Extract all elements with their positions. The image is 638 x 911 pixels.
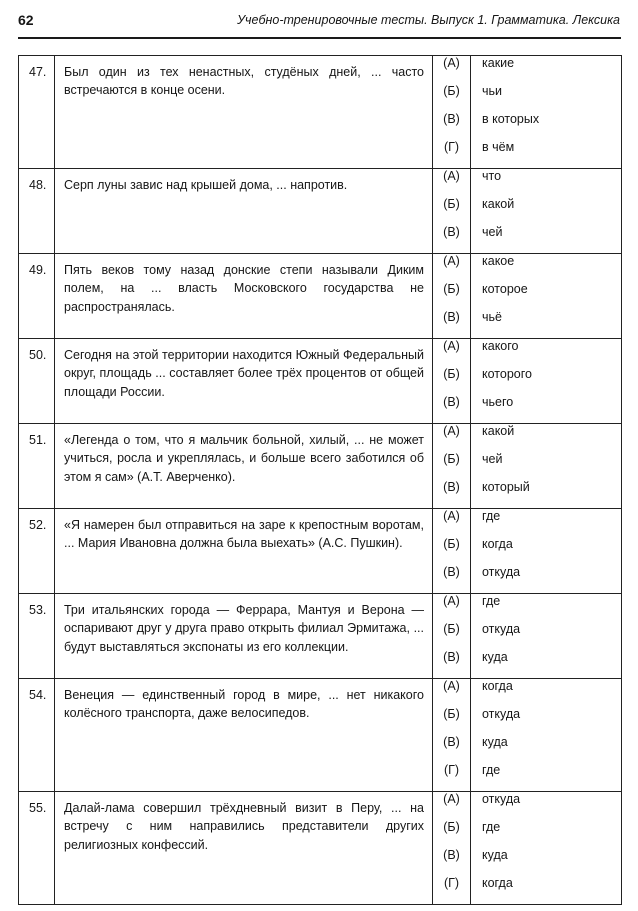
option-answer: который <box>471 480 622 509</box>
option-letter: (А) <box>433 792 471 821</box>
option-answer: какое <box>471 254 622 283</box>
page-header <box>18 12 620 32</box>
option-letter: (А) <box>433 56 471 85</box>
option-answer: где <box>471 820 622 848</box>
item-question: Три итальянских города — Феррара, Мантуя и Верона — оспаривают друг у друга право открыть филиал Эрмитажа, ... будут выставляться экспонаты из его коллекции. <box>55 594 433 679</box>
option-row <box>19 169 622 198</box>
option-letter: (В) <box>433 650 471 679</box>
option-answer: где <box>471 594 622 623</box>
option-row <box>19 254 622 283</box>
option-letter: (Б) <box>433 452 471 480</box>
option-letter: (А) <box>433 594 471 623</box>
item-question: Сегодня на этой территории находится Южный Федеральный округ, площадь ... составляет более трёх процентов от общей площади России. <box>55 339 433 424</box>
option-answer: куда <box>471 650 622 679</box>
option-letter: (В) <box>433 310 471 339</box>
option-letter: (А) <box>433 424 471 453</box>
option-answer: какого <box>471 339 622 368</box>
page-number: 62 <box>18 12 34 28</box>
item-question: Серп луны завис над крышей дома, ... напротив. <box>55 169 433 254</box>
item-number: 51. <box>19 424 55 509</box>
header-rule <box>18 37 621 39</box>
option-letter: (Б) <box>433 820 471 848</box>
option-letter: (Г) <box>433 140 471 169</box>
option-answer: чьего <box>471 395 622 424</box>
option-answer: куда <box>471 735 622 763</box>
option-letter: (Г) <box>433 876 471 905</box>
item-question: Был один из тех ненастных, студёных дней, ... часто встречаются в конце осени. <box>55 56 433 169</box>
item-question: Пять веков тому назад донские степи называли Диким полем, на ... власть Московского государства не распространялась. <box>55 254 433 339</box>
option-answer: когда <box>471 537 622 565</box>
option-answer: где <box>471 763 622 792</box>
option-answer: какой <box>471 424 622 453</box>
option-letter: (Б) <box>433 197 471 225</box>
exercise-table-body <box>19 56 622 905</box>
option-answer: какие <box>471 56 622 85</box>
option-row <box>19 792 622 821</box>
option-letter: (В) <box>433 565 471 594</box>
option-letter: (В) <box>433 395 471 424</box>
item-number: 48. <box>19 169 55 254</box>
option-letter: (А) <box>433 339 471 368</box>
option-answer: в чём <box>471 140 622 169</box>
option-letter: (В) <box>433 112 471 140</box>
option-letter: (В) <box>433 480 471 509</box>
exercise-table <box>18 55 622 905</box>
option-row <box>19 594 622 623</box>
option-answer: откуда <box>471 565 622 594</box>
item-number: 53. <box>19 594 55 679</box>
option-answer: когда <box>471 876 622 905</box>
item-question: «Легенда о том, что я мальчик больной, хилый, ... не может учиться, росла и укреплялась, и больше всего заботился об этом я сам» (А.Т. Аверченко). <box>55 424 433 509</box>
item-number: 47. <box>19 56 55 169</box>
option-row <box>19 339 622 368</box>
option-letter: (А) <box>433 254 471 283</box>
option-answer: где <box>471 509 622 538</box>
option-row <box>19 424 622 453</box>
option-answer: когда <box>471 679 622 708</box>
option-answer: откуда <box>471 707 622 735</box>
item-number: 55. <box>19 792 55 905</box>
item-number: 54. <box>19 679 55 792</box>
option-letter: (Б) <box>433 282 471 310</box>
option-answer: чей <box>471 225 622 254</box>
option-answer: откуда <box>471 792 622 821</box>
option-letter: (В) <box>433 225 471 254</box>
option-answer: которого <box>471 367 622 395</box>
item-number: 52. <box>19 509 55 594</box>
option-letter: (В) <box>433 735 471 763</box>
option-answer: чей <box>471 452 622 480</box>
option-letter: (А) <box>433 509 471 538</box>
option-answer: в которых <box>471 112 622 140</box>
option-answer: чьё <box>471 310 622 339</box>
option-letter: (В) <box>433 848 471 876</box>
item-number: 49. <box>19 254 55 339</box>
option-letter: (А) <box>433 679 471 708</box>
item-question: Венеция — единственный город в мире, ... нет никакого колёсного транспорта, даже велосипедов. <box>55 679 433 792</box>
running-title: Учебно-тренировочные тесты. Выпуск 1. Грамматика. Лексика <box>237 13 620 27</box>
option-letter: (А) <box>433 169 471 198</box>
option-answer: что <box>471 169 622 198</box>
option-letter: (Б) <box>433 537 471 565</box>
option-row <box>19 56 622 85</box>
item-question: Далай-лама совершил трёхдневный визит в Перу, ... на встречу с ним направились представители других религиозных конфессий. <box>55 792 433 905</box>
item-number: 50. <box>19 339 55 424</box>
option-answer: которое <box>471 282 622 310</box>
option-answer: откуда <box>471 622 622 650</box>
option-row <box>19 509 622 538</box>
option-letter: (Б) <box>433 622 471 650</box>
option-answer: какой <box>471 197 622 225</box>
option-answer: чьи <box>471 84 622 112</box>
option-letter: (Б) <box>433 84 471 112</box>
option-letter: (Б) <box>433 367 471 395</box>
item-question: «Я намерен был отправиться на заре к крепостным воротам, ... Мария Ивановна должна была выехать» (А.С. Пушкин). <box>55 509 433 594</box>
option-letter: (Г) <box>433 763 471 792</box>
option-row <box>19 679 622 708</box>
option-answer: куда <box>471 848 622 876</box>
option-letter: (Б) <box>433 707 471 735</box>
